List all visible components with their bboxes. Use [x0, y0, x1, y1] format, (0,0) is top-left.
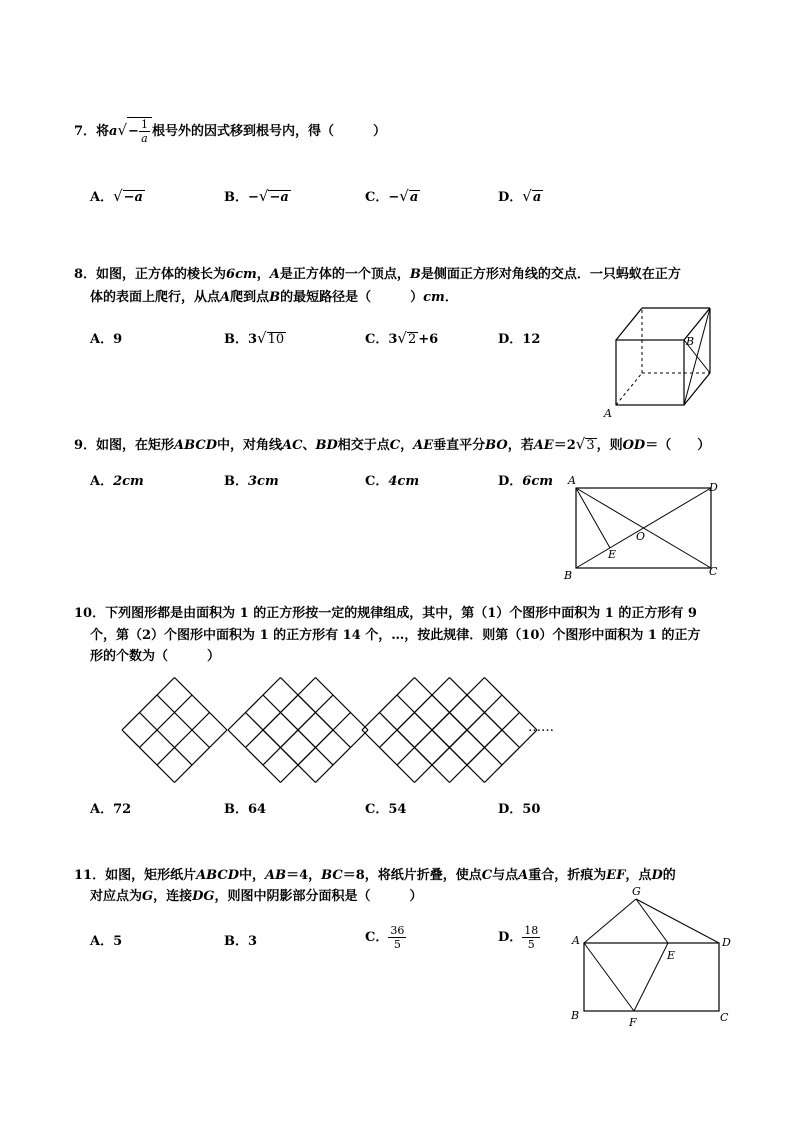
label-d: D: [722, 936, 731, 949]
option-label: D．: [498, 190, 523, 205]
q8-text: 体的表面上爬行，从点: [90, 290, 221, 305]
lattice-line: [467, 713, 520, 766]
radicand: 2: [407, 332, 417, 347]
label-b: B: [686, 335, 695, 348]
q9-seg: AE: [413, 438, 434, 453]
option-label: A．: [90, 474, 114, 489]
addend: +6: [418, 332, 439, 347]
radicand: [409, 190, 420, 205]
radicand: [532, 190, 543, 205]
q11-text: 11．如图，矩形纸片: [74, 868, 197, 883]
option-value: 9: [113, 332, 123, 347]
label-a: A: [604, 407, 612, 420]
q7-stem: [74, 117, 386, 145]
q8-stem-line2: [90, 287, 458, 309]
option-label: D．: [498, 474, 523, 489]
q8-text: 8．如图，正方体的棱长为: [74, 267, 227, 282]
prefix: −: [388, 190, 400, 205]
option-label: D．: [498, 332, 523, 347]
q11-stem-line2: [90, 886, 423, 908]
option-label: C．: [365, 190, 389, 205]
q11-stem-line1: [74, 865, 676, 887]
q8-edge-length: 6cm: [226, 267, 257, 282]
lattice-line: [485, 730, 538, 783]
label-a: A: [572, 934, 580, 947]
q8-point-b: B: [409, 267, 421, 282]
q7-option-c[interactable]: [365, 186, 420, 205]
lattice-line: [362, 730, 415, 783]
q11-option-b[interactable]: [224, 930, 257, 949]
radicand: 10: [267, 332, 285, 347]
lattice-line: [298, 713, 351, 766]
q8-text: 的最短路径是（ ）: [280, 290, 424, 305]
q7-option-b[interactable]: [224, 186, 291, 205]
q9-text: ，则: [596, 438, 623, 453]
option-label: A．: [90, 802, 114, 817]
q9-point: C: [389, 438, 401, 453]
q7-number: 7．将: [74, 124, 110, 139]
cube-hidden-edge: [616, 373, 642, 405]
lattice-line: [450, 713, 503, 766]
q10-pattern-figures: [110, 678, 570, 783]
lattice-line: [316, 678, 369, 731]
lattice-line: [450, 695, 503, 748]
lattice-line: [228, 678, 281, 731]
face-diagonal: [684, 308, 710, 405]
fraction: [388, 924, 406, 951]
pattern-figure-2: [228, 678, 368, 783]
q8-option-b[interactable]: [224, 328, 286, 347]
lattice-line: [263, 678, 316, 731]
lattice-line: [397, 730, 450, 783]
q8-option-c[interactable]: [365, 328, 438, 347]
q8-text: 是侧面正方形对角线的交点．一只蚂蚁在正方: [420, 267, 681, 282]
q10-stem-line2: 个，第（2）个图形中面积为 1 的正方形有 14 个，…，按此规律．则第（10）个图形中面积为 1 的正方: [90, 628, 701, 643]
lattice-line: [467, 695, 520, 748]
frac-num: 18: [524, 924, 539, 937]
q11-text: 重合，折痕为: [528, 868, 607, 883]
option-label: C．: [365, 930, 389, 945]
segment-ge: [636, 899, 668, 943]
label-g: G: [632, 885, 641, 898]
radical-sign-icon: √: [257, 329, 267, 347]
option-label: D．: [498, 802, 523, 817]
radical-sign-icon: √: [522, 187, 532, 205]
option-label: A．: [90, 190, 114, 205]
q8-text: 是正方体的一个顶点，: [279, 267, 410, 282]
radical-sign-icon: √: [399, 187, 409, 205]
q10-option-d[interactable]: [498, 798, 540, 817]
q10-ellipsis: ……: [528, 720, 554, 735]
lattice-line: [175, 678, 228, 731]
frac-num: 36: [390, 924, 405, 937]
q11-point: C: [481, 868, 493, 883]
q11-text: ，点: [625, 868, 652, 883]
label-d: D: [709, 481, 718, 494]
radicand-text: −a: [269, 190, 289, 205]
q9-seg: AC: [282, 438, 303, 453]
segment-af: [584, 943, 634, 1011]
lattice-line: [362, 678, 415, 731]
radicand-text: −a: [123, 190, 143, 205]
q11-point: A: [518, 868, 529, 883]
coefficient: 3: [248, 332, 258, 347]
option-label: A．: [90, 934, 114, 949]
option-label: B．: [224, 802, 248, 817]
radicand-text: a: [532, 190, 542, 205]
fraction: [522, 924, 540, 951]
lattice-line: [140, 713, 193, 766]
q10-option-b[interactable]: [224, 798, 266, 817]
q8-text: ，: [256, 267, 270, 282]
q9-text: 9．如图，在矩形: [74, 438, 175, 453]
q7-option-d[interactable]: [498, 186, 543, 205]
label-b: B: [571, 1009, 580, 1022]
q9-text: 中，对角线: [216, 438, 282, 453]
option-value: 6cm: [522, 474, 553, 489]
label-a: A: [568, 474, 576, 487]
lattice-line: [263, 730, 316, 783]
option-label: B．: [224, 332, 248, 347]
pattern-figure-1: [122, 678, 227, 783]
q11-text: 对应点为: [90, 889, 143, 904]
q11-point: G: [142, 889, 154, 904]
q11-text: 中，: [239, 868, 266, 883]
segment-ag: [584, 899, 636, 943]
q8-point-a: A: [220, 290, 231, 305]
label-b: B: [564, 569, 573, 582]
radical-sign-icon: √: [117, 121, 128, 139]
q8-period: ．: [444, 290, 458, 305]
segment-ae: [576, 488, 610, 548]
option-value: 72: [113, 802, 132, 817]
q11-seg: EF: [606, 868, 626, 883]
option-label: C．: [365, 474, 389, 489]
q11-seg: DG: [192, 889, 215, 904]
q9-rect-name: ABCD: [174, 438, 217, 453]
radicand-text: a: [409, 190, 419, 205]
q11-option-a[interactable]: [90, 930, 122, 949]
q11-text: 与点: [492, 868, 519, 883]
q9-rectangle-figure: [560, 476, 730, 584]
lattice-line: [432, 730, 485, 783]
q7-radicand: [127, 117, 152, 145]
q9-option-a[interactable]: [90, 470, 144, 489]
q9-seg: OD: [622, 438, 646, 453]
q9-text: 相交于点: [337, 438, 390, 453]
lattice-line: [157, 713, 210, 766]
lattice-line: [228, 730, 281, 783]
segment-ef: [634, 943, 668, 1011]
lattice-line: [316, 730, 369, 783]
q8-stem-line1: [74, 264, 681, 286]
q11-text: ，则图中阴影部分面积是（ ）: [214, 889, 423, 904]
option-value: 54: [388, 802, 407, 817]
q9-text: ，: [400, 438, 414, 453]
q9-seg: AE: [533, 438, 554, 453]
radicand: [123, 190, 145, 205]
q8-option-a[interactable]: [90, 328, 122, 347]
q7-question-text: 根号外的因式移到根号内，得（ ）: [151, 124, 386, 139]
radicand: 3: [586, 438, 595, 453]
q7-option-a[interactable]: [90, 186, 145, 205]
radical-sign-icon: √: [397, 329, 407, 347]
q11-text: 的: [662, 868, 676, 883]
option-label: B．: [224, 190, 248, 205]
q9-seg: BO: [485, 438, 508, 453]
q9-text: 、: [302, 438, 316, 453]
q10-option-a[interactable]: [90, 798, 131, 817]
label-c: C: [709, 565, 718, 578]
label-f: F: [629, 1016, 637, 1029]
option-label: B．: [224, 934, 248, 949]
q9-text: ，若: [507, 438, 534, 453]
option-value: 4cm: [388, 474, 420, 489]
q10-stem-line3: 形的个数为（ ）: [90, 649, 221, 664]
label-e: E: [667, 949, 676, 962]
lattice-line: [157, 695, 210, 748]
q10-option-c[interactable]: [365, 798, 406, 817]
q11-option-d[interactable]: [498, 924, 540, 951]
option-label: A．: [90, 332, 114, 347]
q9-text: ＝（ ）: [645, 438, 711, 453]
q8-unit: cm: [423, 290, 445, 305]
q7-frac-den-var: a: [141, 132, 148, 145]
label-e: E: [608, 548, 617, 561]
option-label: D．: [498, 930, 523, 945]
option-label: C．: [365, 802, 389, 817]
lattice-line: [281, 695, 334, 748]
cube-edge: [616, 308, 642, 340]
q9-option-c[interactable]: [365, 470, 419, 489]
option-value: 3: [248, 934, 258, 949]
q9-text: 垂直平分: [433, 438, 486, 453]
lattice-line: [175, 730, 228, 783]
minus-sign: −: [128, 124, 139, 139]
lattice-line: [281, 713, 334, 766]
q8-point-a: A: [269, 267, 280, 282]
q11-point: D: [651, 868, 663, 883]
frac-den: 5: [393, 938, 401, 951]
option-value: 3cm: [248, 474, 279, 489]
q8-text: 爬到点: [230, 290, 270, 305]
option-label: C．: [365, 332, 389, 347]
pattern-figure-3: [362, 678, 537, 783]
q9-option-b[interactable]: [224, 470, 279, 489]
lattice-line: [140, 695, 193, 748]
prefix: −: [248, 190, 259, 205]
q11-text: ＝8，将纸片折叠，使点: [342, 868, 482, 883]
lattice-line: [122, 678, 175, 731]
label-c: C: [720, 1011, 729, 1024]
q11-text: ，连接: [153, 889, 193, 904]
label-o: O: [636, 530, 646, 543]
coefficient: 3: [388, 332, 398, 347]
lattice-line: [122, 730, 175, 783]
lattice-line: [432, 678, 485, 731]
radical-sign-icon: √: [575, 435, 586, 453]
lattice-line: [298, 695, 351, 748]
q7-var-a: a: [109, 124, 118, 139]
q7-frac-num: 1: [140, 118, 148, 131]
q11-fold-figure: [566, 885, 742, 1033]
lattice-line: [397, 678, 450, 731]
option-value: 50: [522, 802, 541, 817]
q11-option-c[interactable]: [365, 924, 406, 951]
q9-option-d[interactable]: [498, 470, 553, 489]
q11-seg: BC: [321, 868, 343, 883]
option-value: 64: [248, 802, 267, 817]
q11-text: ＝4，: [286, 868, 322, 883]
segment-gd: [636, 899, 719, 943]
radicand: [268, 190, 290, 205]
radical-sign-icon: √: [113, 187, 123, 205]
radical-sign-icon: √: [258, 187, 269, 205]
q10-stem-line1: 10．下列图形都是由面积为 1 的正方形按一定的规律组成，其中，第（1）个图形中面积为 1 的正方形有 9: [74, 606, 697, 621]
q7-frac-den: [139, 132, 150, 145]
option-value: 2cm: [113, 474, 144, 489]
q9-seg: BD: [315, 438, 338, 453]
q7-fraction: [139, 118, 150, 145]
q9-stem: [74, 433, 710, 457]
q8-point-b: B: [269, 290, 281, 305]
option-value: 5: [113, 934, 123, 949]
q11-rect-name: ABCD: [196, 868, 240, 883]
q9-text: ＝2: [553, 438, 576, 453]
q8-cube-figure: [600, 305, 730, 420]
option-value: 12: [522, 332, 541, 347]
frac-den: 5: [527, 938, 535, 951]
option-label: B．: [224, 474, 248, 489]
q8-option-d[interactable]: [498, 328, 540, 347]
q11-seg: AB: [265, 868, 287, 883]
